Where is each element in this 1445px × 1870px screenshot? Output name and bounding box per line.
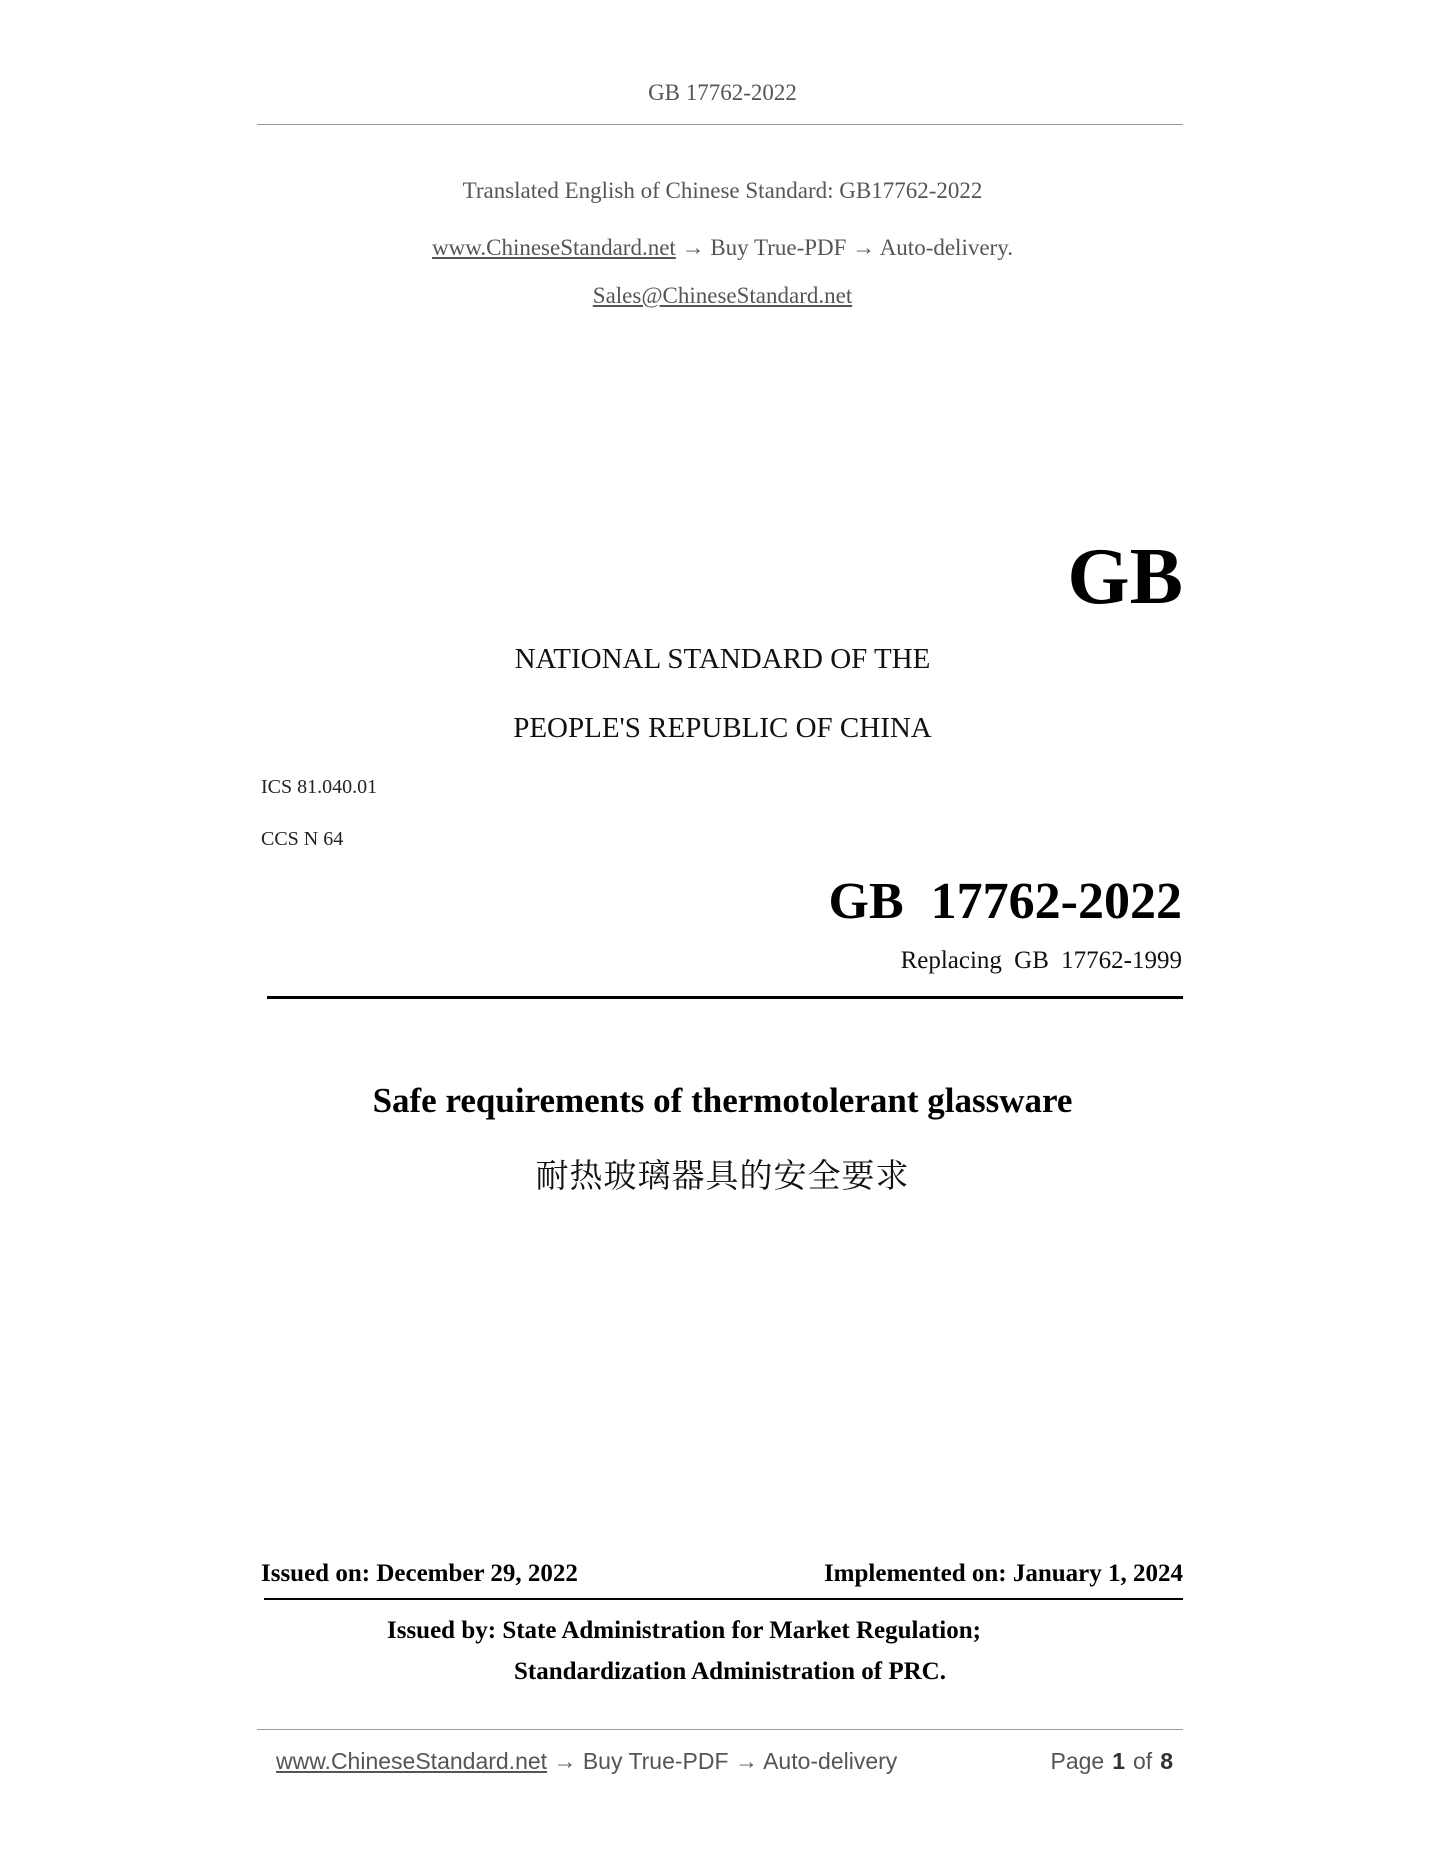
standard-number: GB 17762-2022: [828, 873, 1182, 930]
national-standard-line-1: NATIONAL STANDARD OF THE: [514, 643, 931, 675]
page-word: Page: [1050, 1748, 1105, 1774]
national-standard-line-2: PEOPLE'S REPUBLIC OF CHINA: [513, 712, 932, 744]
dates-divider: [264, 1598, 1183, 1600]
footer-promo: [276, 1748, 897, 1775]
issued-on-date: Issued on: December 29, 2022: [261, 1560, 578, 1587]
arrow-right-icon: →: [852, 235, 876, 260]
header-divider: [257, 124, 1183, 125]
issuer-line-1: Issued by: State Administration for Market Regulation;: [387, 1617, 981, 1644]
buy-true-pdf-text: Buy True-PDF: [710, 235, 847, 260]
arrow-right-icon: →: [553, 1748, 577, 1774]
footer-divider: [257, 1729, 1183, 1730]
page-total: 8: [1160, 1748, 1173, 1774]
email-line: [0, 283, 1445, 309]
of-word: of: [1133, 1748, 1153, 1774]
sales-email-link[interactable]: Sales@ChineseStandard.net: [592, 283, 853, 308]
ics-code: ICS 81.040.01: [261, 776, 378, 798]
page-indicator: [1051, 1748, 1174, 1775]
footer-buy-text: Buy True-PDF: [582, 1748, 729, 1774]
footer-site-link[interactable]: www.ChineseStandard.net: [276, 1748, 548, 1774]
main-divider: [267, 996, 1183, 999]
document-title-english: Safe requirements of thermotolerant glassware: [372, 1081, 1073, 1120]
arrow-right-icon: →: [734, 1748, 758, 1774]
running-header: GB 17762-2022: [648, 80, 797, 105]
ccs-code: CCS N 64: [261, 828, 344, 850]
document-title-chinese: 耐热玻璃器具的安全要求: [535, 1156, 910, 1195]
replacing-note: Replacing GB 17762-1999: [900, 947, 1182, 974]
issuer-line-2: Standardization Administration of PRC.: [514, 1658, 946, 1685]
promo-line: [0, 235, 1445, 261]
implemented-on-date: Implemented on: January 1, 2024: [823, 1560, 1183, 1587]
translation-notice: Translated English of Chinese Standard: GB17762-2022: [462, 178, 983, 203]
auto-delivery-text: Auto-delivery.: [879, 235, 1013, 260]
site-link[interactable]: www.ChineseStandard.net: [432, 235, 676, 260]
arrow-right-icon: →: [681, 235, 705, 260]
page-current: 1: [1112, 1748, 1126, 1774]
footer-delivery-text: Auto-delivery: [763, 1748, 898, 1774]
gb-mark: GB: [1067, 533, 1183, 621]
